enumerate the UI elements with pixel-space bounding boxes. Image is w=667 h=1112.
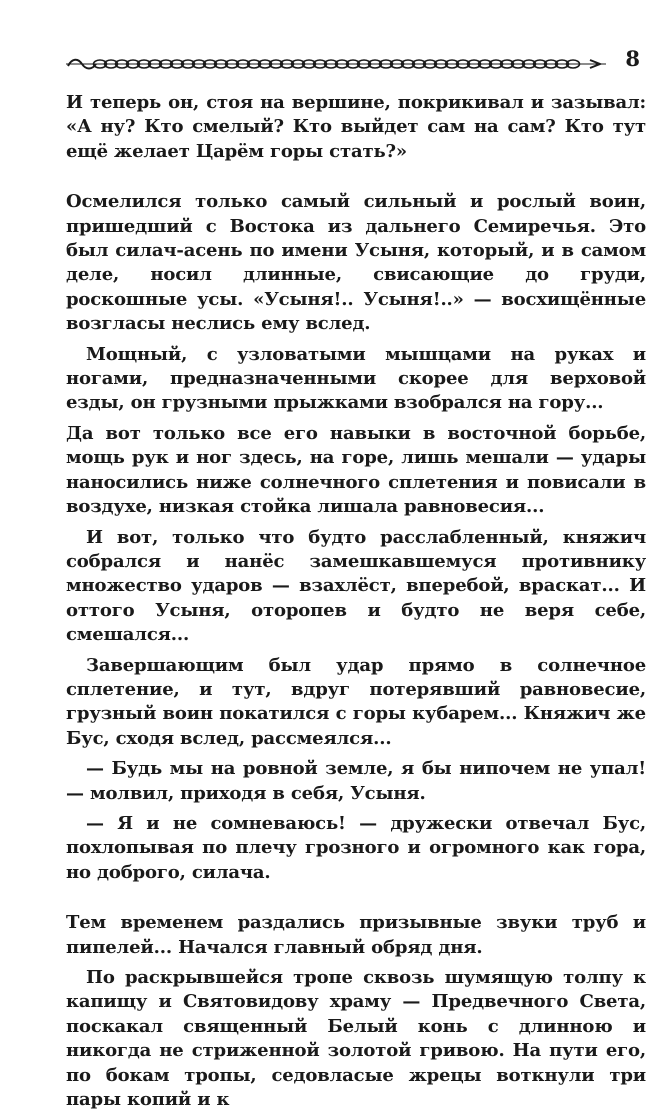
paragraph: И вот, только что будто расслабленный, княжич собрался и нанёс замешкавшемуся противнику множество ударов — взахлёст, вперебой, враскат... И оттого Усыня, оторопев и будто не веря себе, смешался... [66, 526, 646, 646]
paragraph: Да вот только все его навыки в восточной борьбе, мощь рук и ног здесь, на горе, лишь мешали — удары наносились ниже солнечного сплетения и повисали в воздухе, низкая стойка лишала равновесия... [66, 422, 646, 518]
paragraph: Мощный, с узловатыми мышцами на руках и ногами, предназначенными скорее для верховой езды, он грузными прыжками взобрался на гору... [66, 343, 646, 414]
page-header [66, 40, 646, 80]
paragraph: Тем временем раздались призывные звуки труб и пипелей... Начался главный обряд дня. [66, 912, 646, 958]
paragraph: Осмелился только самый сильный и рослый воин, пришедший с Востока из дальнего Семиречья. Это был силач-асень по имени Усыня, который, и в самом деле, носил длинные, свисающие до груди, роскошные усы. «Усыня!.. Усыня!..» — восхищённые возгласы неслись ему вслед. [66, 191, 646, 335]
braided-line-ornament-icon [66, 54, 606, 74]
paragraph: — Я и не сомневаюсь! — дружески отвечал Бус, похлопывая по плечу грозного и огромного как гора, но доброго, силача. [66, 812, 646, 883]
paragraph: Завершающим был удар прямо в солнечное сплетение, и тут, вдруг потерявший равновесие, грузный воин покатился с горы кубарем... Княжич же Бус, сходя вслед, рассмеялся... [66, 654, 646, 749]
page-number: 8 [625, 46, 640, 71]
paragraph: — Будь мы на ровной земле, я бы нипочем не упал! — молвил, приходя в себя, Усыня. [66, 758, 646, 804]
paragraph: По раскрывшейся тропе сквозь шумящую толпу к капищу и Святовидову храму — Предвечного Света, поскакал священный Белый конь с длинною и никогда не стриженной золотой гривою. На пути его, по бокам тропы, седовласые жрецы воткнули три пары копий и к [66, 967, 646, 1111]
text-body [66, 91, 646, 1112]
paragraph: И теперь он, стоя на вершине, покрикивал и зазывал: «А ну? Кто смелый? Кто выйдет сам на сам? Кто тут ещё желает Царём горы стать?» [66, 92, 646, 162]
